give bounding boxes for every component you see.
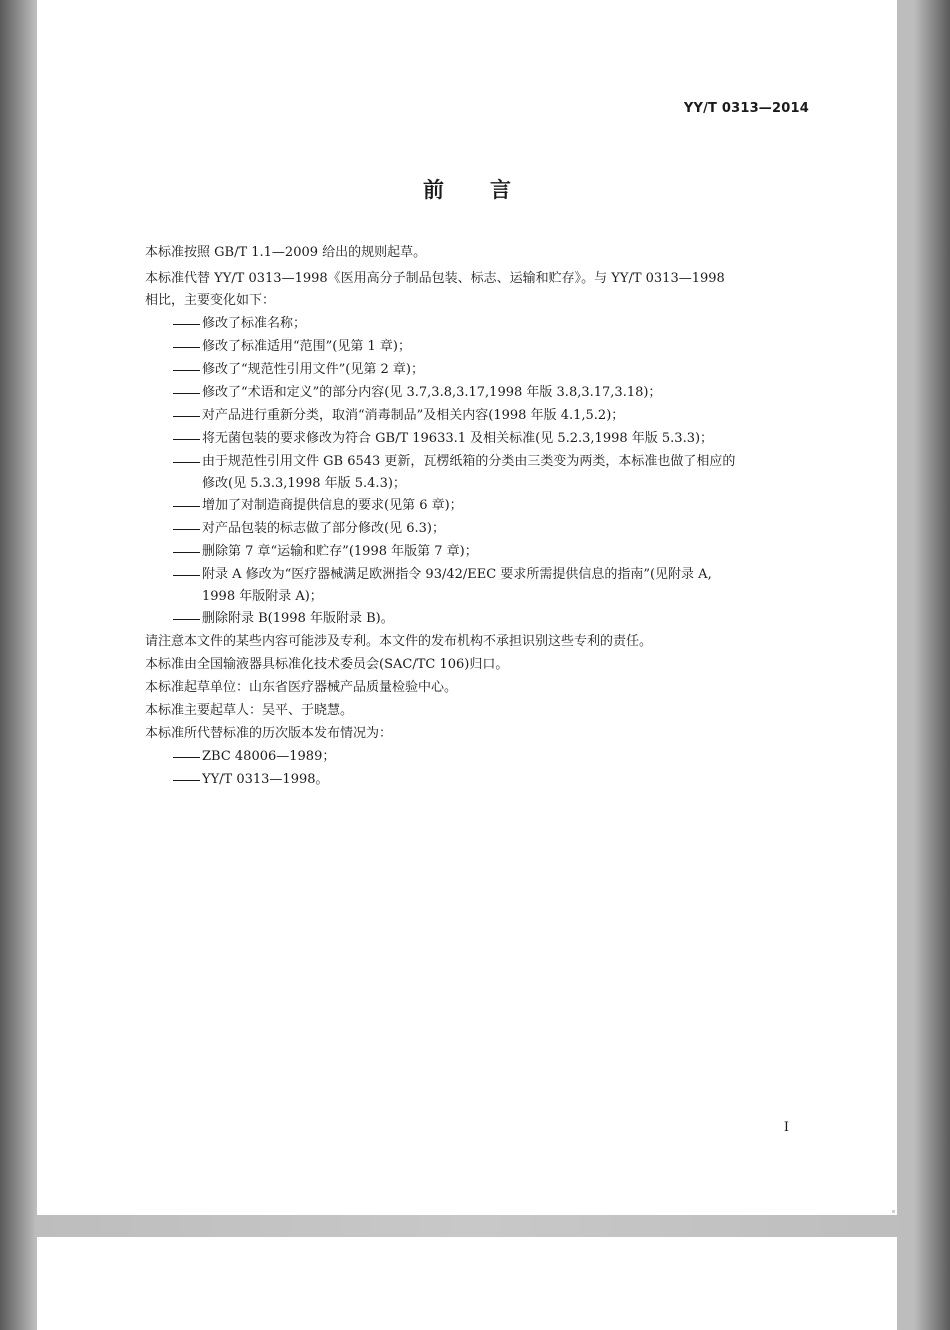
page-number: I <box>783 1120 789 1135</box>
text-line: 本标准按照 GB/T 1.1—2009 给出的规则起草。 <box>145 245 427 260</box>
paragraph: 本标准由全国输液器具标准化技术委员会(SAC/TC 106)归口。 <box>145 657 509 672</box>
text-line: 本标准代替 YY/T 0313—1998《医用高分子制品包装、标志、运输和贮存》。与 YY/T 0313—1998 <box>145 271 725 286</box>
list-item: 对产品进行重新分类，取消“消毒制品”及相关内容(1998 年版 4.1,5.2)； <box>202 408 625 423</box>
dash-marker <box>173 575 200 576</box>
dash-marker <box>173 552 200 553</box>
next-document-page <box>37 1237 897 1330</box>
dash-marker <box>173 780 200 781</box>
dash-marker <box>173 529 200 530</box>
page-title: 前言 <box>423 178 557 202</box>
dash-marker <box>173 619 200 620</box>
dash-marker <box>173 370 200 371</box>
dash-marker <box>173 506 200 507</box>
text-line: 相比，主要变化如下： <box>145 293 276 308</box>
list-item: 附录 A 修改为“医疗器械满足欧洲指令 93/42/EEC 要求所需提供信息的指南”(见附录 A, <box>202 567 712 582</box>
list-item: 修改了标准名称； <box>202 316 307 331</box>
list-item: 修改了“规范性引用文件”(见第 2 章)； <box>202 362 424 377</box>
list-item: 增加了对制造商提供信息的要求(见第 6 章)； <box>202 498 463 513</box>
history-item: ZBC 48006—1989； <box>202 749 336 764</box>
list-item: 删除附录 B(1998 年版附录 B)。 <box>202 611 394 626</box>
paragraph: 本标准主要起草人：吴平、于晓慧。 <box>145 703 354 718</box>
dash-marker <box>173 439 200 440</box>
dash-marker <box>173 757 200 758</box>
list-item: 删除第 7 章“运输和贮存”(1998 年版第 7 章)； <box>202 544 478 559</box>
list-item: 修改了标准适用“范围”(见第 1 章)； <box>202 339 411 354</box>
page-corner-mark <box>892 1210 895 1213</box>
list-item: 对产品包装的标志做了部分修改(见 6.3)； <box>202 521 445 536</box>
dash-marker <box>173 416 200 417</box>
paragraph: 本标准所代替标准的历次版本发布情况为： <box>145 726 393 741</box>
list-item: 由于规范性引用文件 GB 6543 更新，瓦楞纸箱的分类由三类变为两类，本标准也做了相应的 <box>202 454 736 469</box>
list-item-continuation: 1998 年版附录 A)； <box>202 589 323 604</box>
history-item: YY/T 0313—1998。 <box>202 772 329 787</box>
dash-marker <box>173 393 200 394</box>
standard-code: YY/T 0313—2014 <box>683 101 809 116</box>
list-item-continuation: 修改(见 5.3.3,1998 年版 5.4.3)； <box>202 476 406 491</box>
dash-marker <box>173 462 200 463</box>
dash-marker <box>173 347 200 348</box>
list-item: 将无菌包装的要求修改为符合 GB/T 19633.1 及相关标准(见 5.2.3,1998 年版 5.3.3)； <box>202 431 714 446</box>
document-page <box>37 0 897 1215</box>
paragraph: 本标准起草单位：山东省医疗器械产品质量检验中心。 <box>145 680 458 695</box>
dash-marker <box>173 324 200 325</box>
list-item: 修改了“术语和定义”的部分内容(见 3.7,3.8,3.17,1998 年版 3.8,3.17,3.18)； <box>202 385 662 400</box>
paragraph: 请注意本文件的某些内容可能涉及专利。本文件的发布机构不承担识别这些专利的责任。 <box>145 634 653 649</box>
